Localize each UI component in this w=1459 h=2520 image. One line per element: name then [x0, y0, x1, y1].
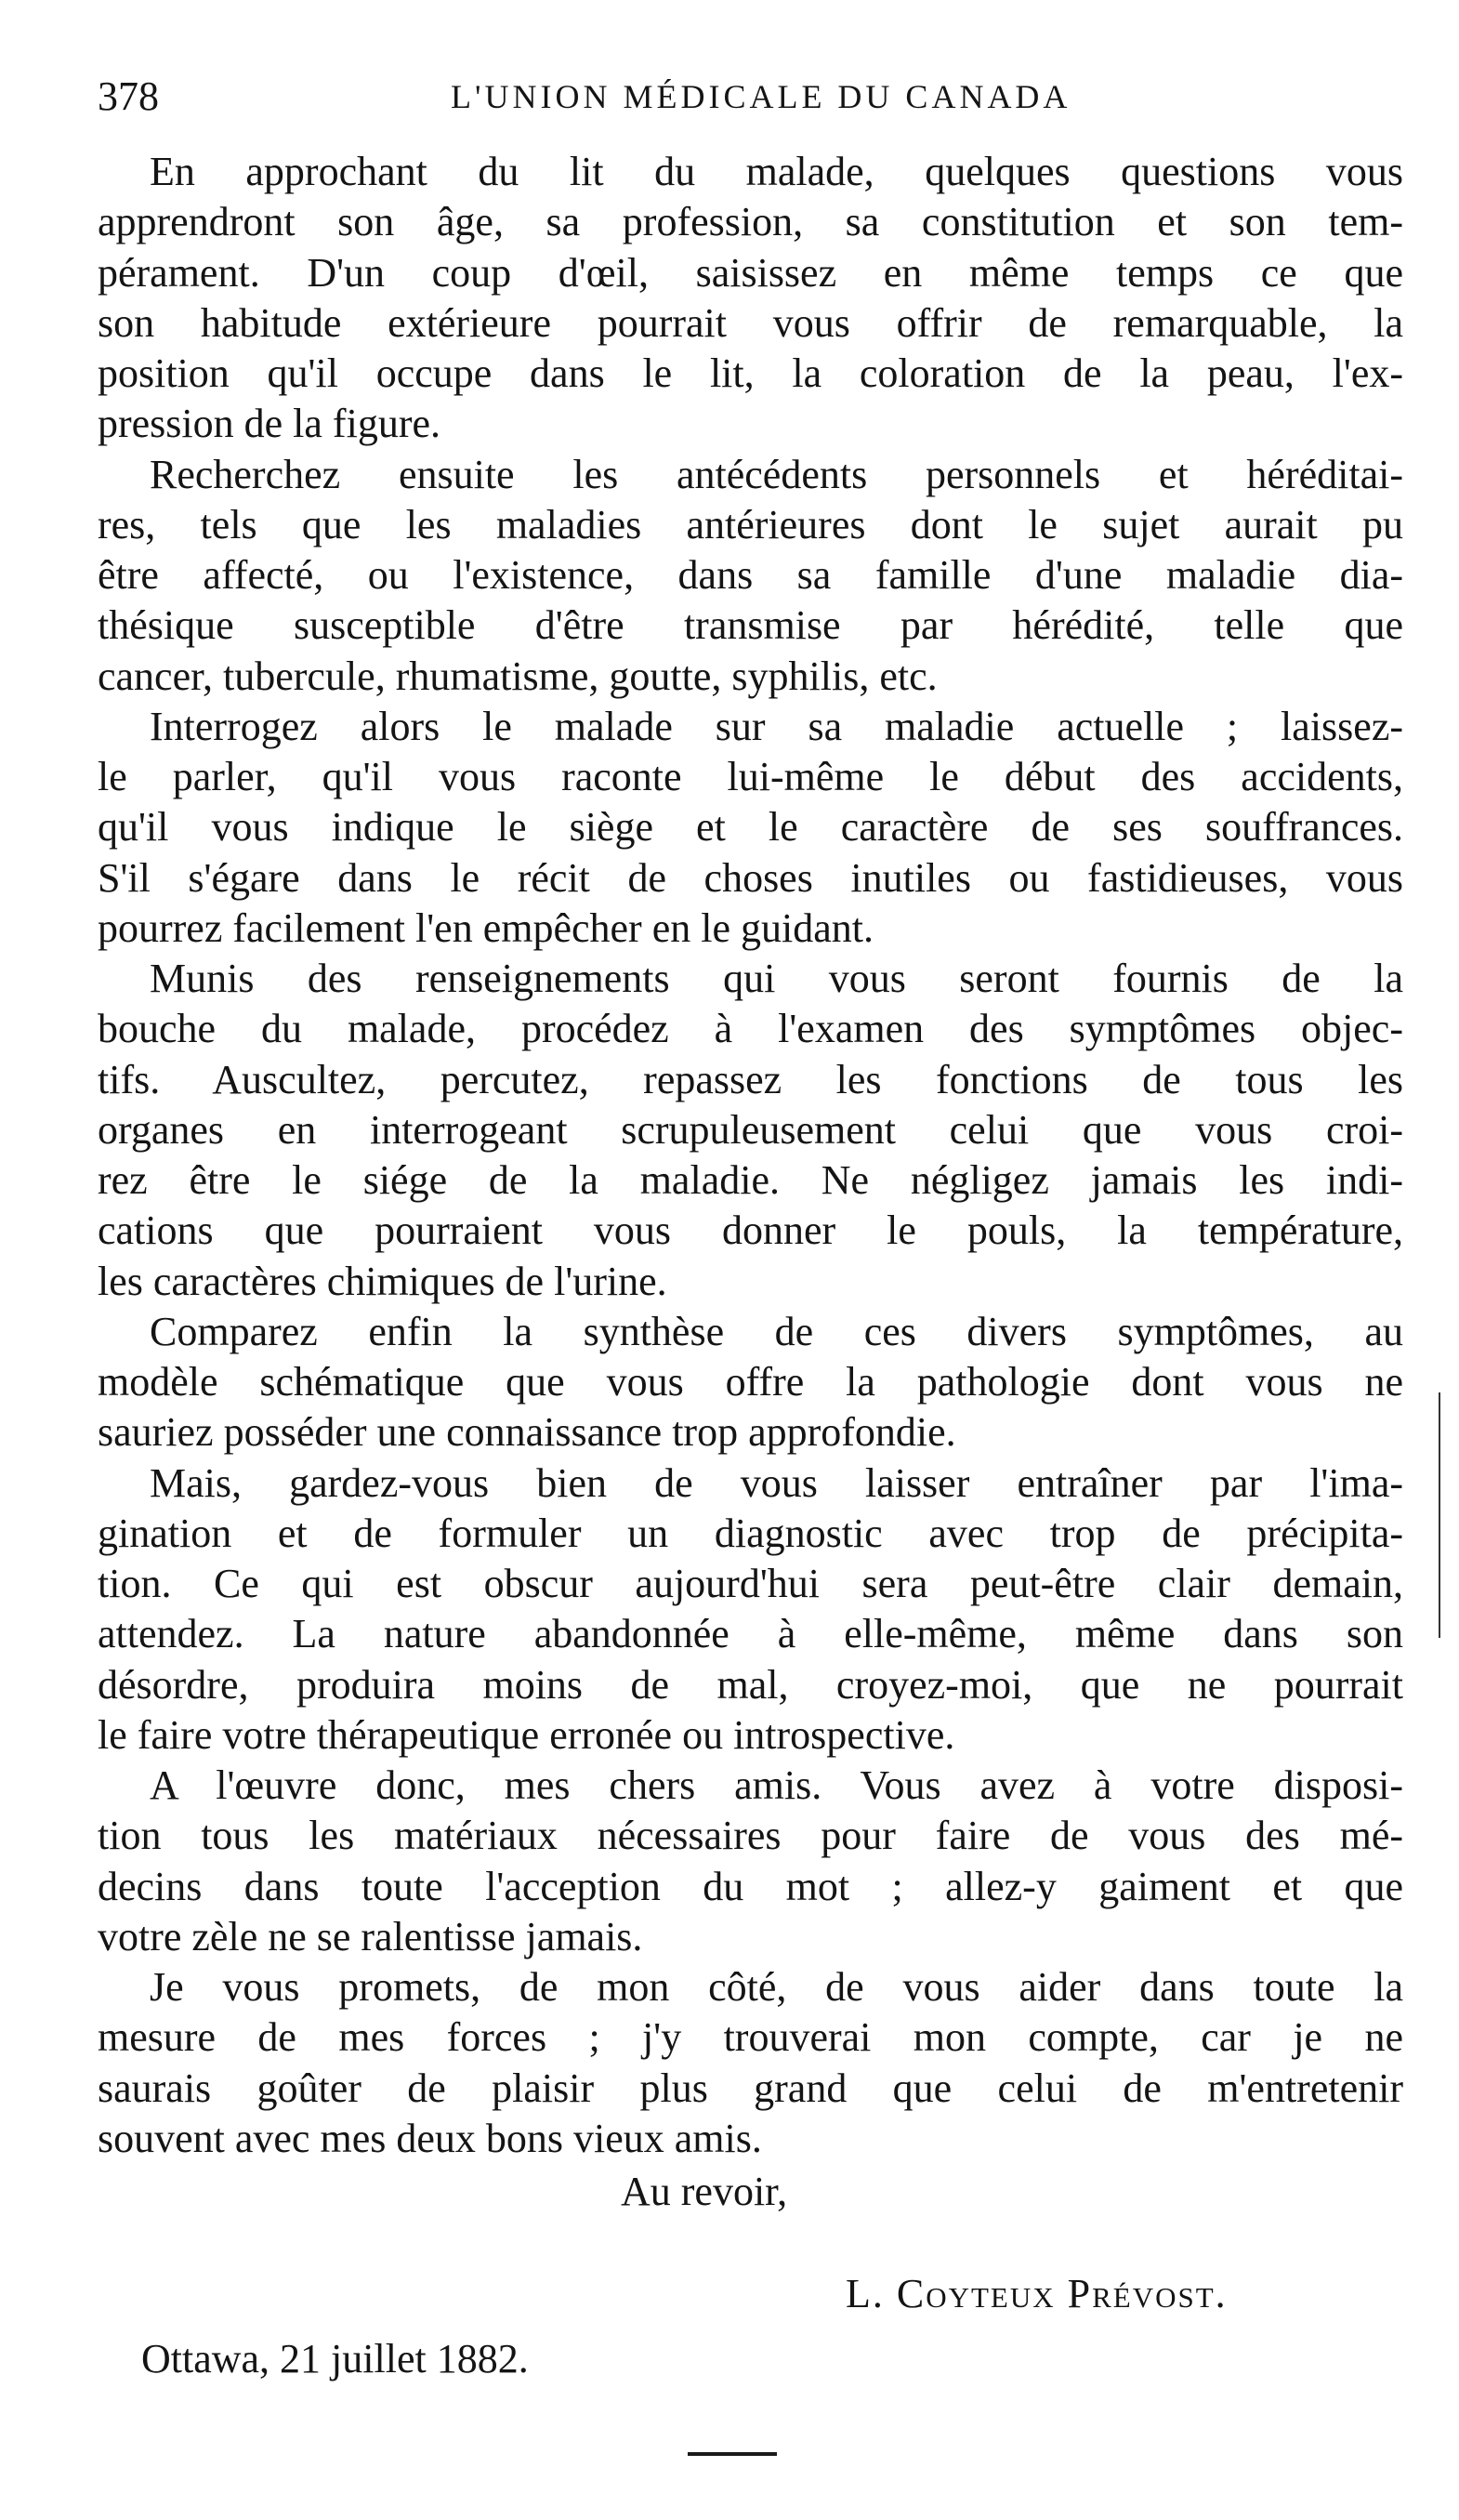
- text-line: decins dans toute l'acception du mot ; allez-y gaiment et que: [98, 1863, 1403, 1909]
- text-line: Interrogez alors le malade sur sa maladie actuelle ; laissez-: [150, 703, 1403, 749]
- text-line: A l'œuvre donc, mes chers amis. Vous avez à votre disposi-: [150, 1762, 1403, 1808]
- text-line: En approchant du lit du malade, quelques questions vous: [150, 149, 1403, 194]
- text-line: Comparez enfin la synthèse de ces divers symptômes, au: [150, 1308, 1403, 1354]
- text-line: cancer, tubercule, rhumatisme, goutte, syphilis, etc.: [98, 653, 938, 699]
- text-line: bouche du malade, procédez à l'examen des symptômes objec-: [98, 1006, 1403, 1052]
- text-line: tifs. Auscultez, percutez, repassez les fonctions de tous les: [98, 1056, 1403, 1102]
- text-line: Recherchez ensuite les antécédents personnels et héréditai-: [150, 451, 1403, 497]
- text-line: le parler, qu'il vous raconte lui-même le début des accidents,: [98, 754, 1403, 799]
- end-rule: [688, 2452, 777, 2456]
- text-line: Je vous promets, de mon côté, de vous aider dans toute la: [150, 1964, 1403, 2010]
- text-line: son habitude extérieure pourrait vous offrir de remarquable, la: [98, 299, 1403, 346]
- text-line: modèle schématique que vous offre la pathologie dont vous ne: [98, 1359, 1403, 1405]
- text-line: le faire votre thérapeutique erronée ou introspective.: [98, 1711, 955, 1758]
- text-line: attendez. La nature abandonnée à elle-même, même dans son: [98, 1611, 1403, 1657]
- text-line: sauriez posséder une connaissance trop approfondie.: [98, 1409, 956, 1456]
- signature: L. Coyteux Prévost.: [846, 2271, 1228, 2316]
- place-and-date: Ottawa, 21 juillet 1882.: [141, 2336, 529, 2381]
- margin-line: [1439, 1392, 1440, 1638]
- text-line: thésique susceptible d'être transmise par hérédité, telle que: [98, 602, 1403, 649]
- text-line: pourrez facilement l'en empêcher en le guidant.: [98, 904, 874, 951]
- text-line: tion tous les matériaux nécessaires pour faire de vous des mé-: [98, 1813, 1403, 1859]
- text-line: mesure de mes forces ; j'y trouverai mon compte, car je ne: [98, 2014, 1403, 2061]
- text-line: apprendront son âge, sa profession, sa constitution et son tem-: [98, 199, 1403, 245]
- page-number: 378: [98, 73, 159, 119]
- text-line: res, tels que les maladies antérieures dont le sujet aurait pu: [98, 501, 1403, 548]
- text-line: pression de la figure.: [98, 401, 440, 447]
- text-line: Munis des renseignements qui vous seront fournis de la: [150, 956, 1403, 1001]
- text-line: tion. Ce qui est obscur aujourd'hui sera peut-être clair demain,: [98, 1561, 1403, 1606]
- text-line: être affecté, ou l'existence, dans sa famille d'une maladie dia-: [98, 552, 1403, 598]
- text-line: rez être le siége de la maladie. Ne négligez jamais les indi-: [98, 1157, 1403, 1203]
- text-line: position qu'il occupe dans le lit, la coloration de la peau, l'ex-: [98, 350, 1403, 396]
- journal-title: L'UNION MÉDICALE DU CANADA: [451, 78, 1071, 115]
- text-line: qu'il vous indique le siège et le caractère de ses souffrances.: [98, 804, 1403, 851]
- text-line: S'il s'égare dans le récit de choses inutiles ou fastidieuses, vous: [98, 854, 1403, 901]
- text-line: pérament. D'un coup d'œil, saisissez en même temps ce que: [98, 249, 1403, 296]
- text-line: cations que pourraient vous donner le pouls, la température,: [98, 1207, 1403, 1254]
- text-line: Mais, gardez-vous bien de vous laisser entraîner par l'ima-: [150, 1459, 1403, 1506]
- text-line: saurais goûter de plaisir plus grand que celui de m'entretenir: [98, 2065, 1403, 2111]
- text-line: souvent avec mes deux bons vieux amis.: [98, 2115, 762, 2161]
- text-line: organes en interrogeant scrupuleusement celui que vous croi-: [98, 1106, 1403, 1153]
- text-line: gination et de formuler un diagnostic avec trop de précipita-: [98, 1510, 1403, 1556]
- text-line: les caractères chimiques de l'urine.: [98, 1258, 667, 1304]
- salutation: Au revoir,: [621, 2169, 788, 2214]
- text-line: désordre, produira moins de mal, croyez-moi, que ne pourrait: [98, 1661, 1403, 1708]
- text-line: votre zèle ne se ralentisse jamais.: [98, 1913, 643, 1959]
